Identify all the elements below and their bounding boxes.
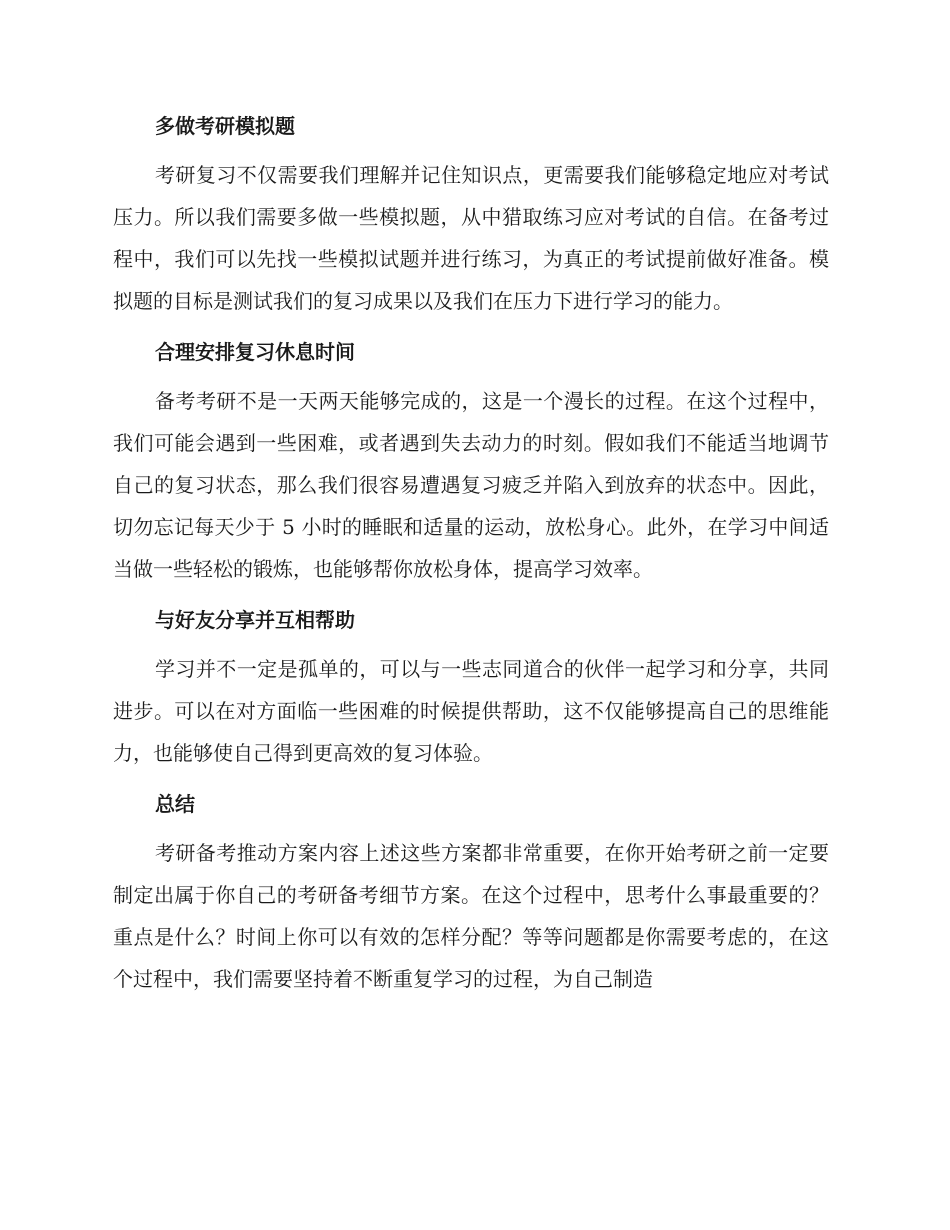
section-body-rest-schedule: 备考考研不是一天两天能够完成的，这是一个漫长的过程。在这个过程中，我们可能会遇到一些困难，或者遇到失去动力的时刻。假如我们不能适当地调节自己的复习状态，那么我们很容易遭遇复习疲乏并陷入到放弃的状态中。因此，切勿忘记每天少于 5 小时的睡眠和适量的运动，放松身心。此外，在学习中间适当做一些轻松的锻炼，也能够帮你放松身体，提高学习效率。	[113, 389, 829, 581]
section-heading-rest-schedule: 合理安排复习休息时间	[155, 340, 355, 364]
section-body-mock-exams: 考研复习不仅需要我们理解并记住知识点，更需要我们能够稳定地应对考试压力。所以我们需要多做一些模拟题，从中猎取练习应对考试的自信。在备考过程中，我们可以先找一些模拟试题并进行练习，为真正的考试提前做好准备。模拟题的目标是测试我们的复习成果以及我们在压力下进行学习的能力。	[113, 163, 829, 313]
section-body-share-with-friends: 学习并不一定是孤单的，可以与一些志同道合的伙伴一起学习和分享，共同进步。可以在对方面临一些困难的时候提供帮助，这不仅能够提高自己的思维能力，也能够使自己得到更高效的复习体验。	[113, 657, 829, 765]
section-heading-share-with-friends: 与好友分享并互相帮助	[155, 608, 355, 632]
document-page	[113, 98, 829, 1002]
section-body-summary: 考研备考推动方案内容上述这些方案都非常重要，在你开始考研之前一定要制定出属于你自己的考研备考细节方案。在这个过程中，思考什么事最重要的？重点是什么？时间上你可以有效的怎样分配？等等问题都是你需要考虑的，在这个过程中，我们需要坚持着不断重复学习的过程，为自己制造	[113, 841, 829, 991]
section-heading-summary: 总结	[155, 792, 195, 816]
section-heading-mock-exams: 多做考研模拟题	[155, 114, 295, 138]
